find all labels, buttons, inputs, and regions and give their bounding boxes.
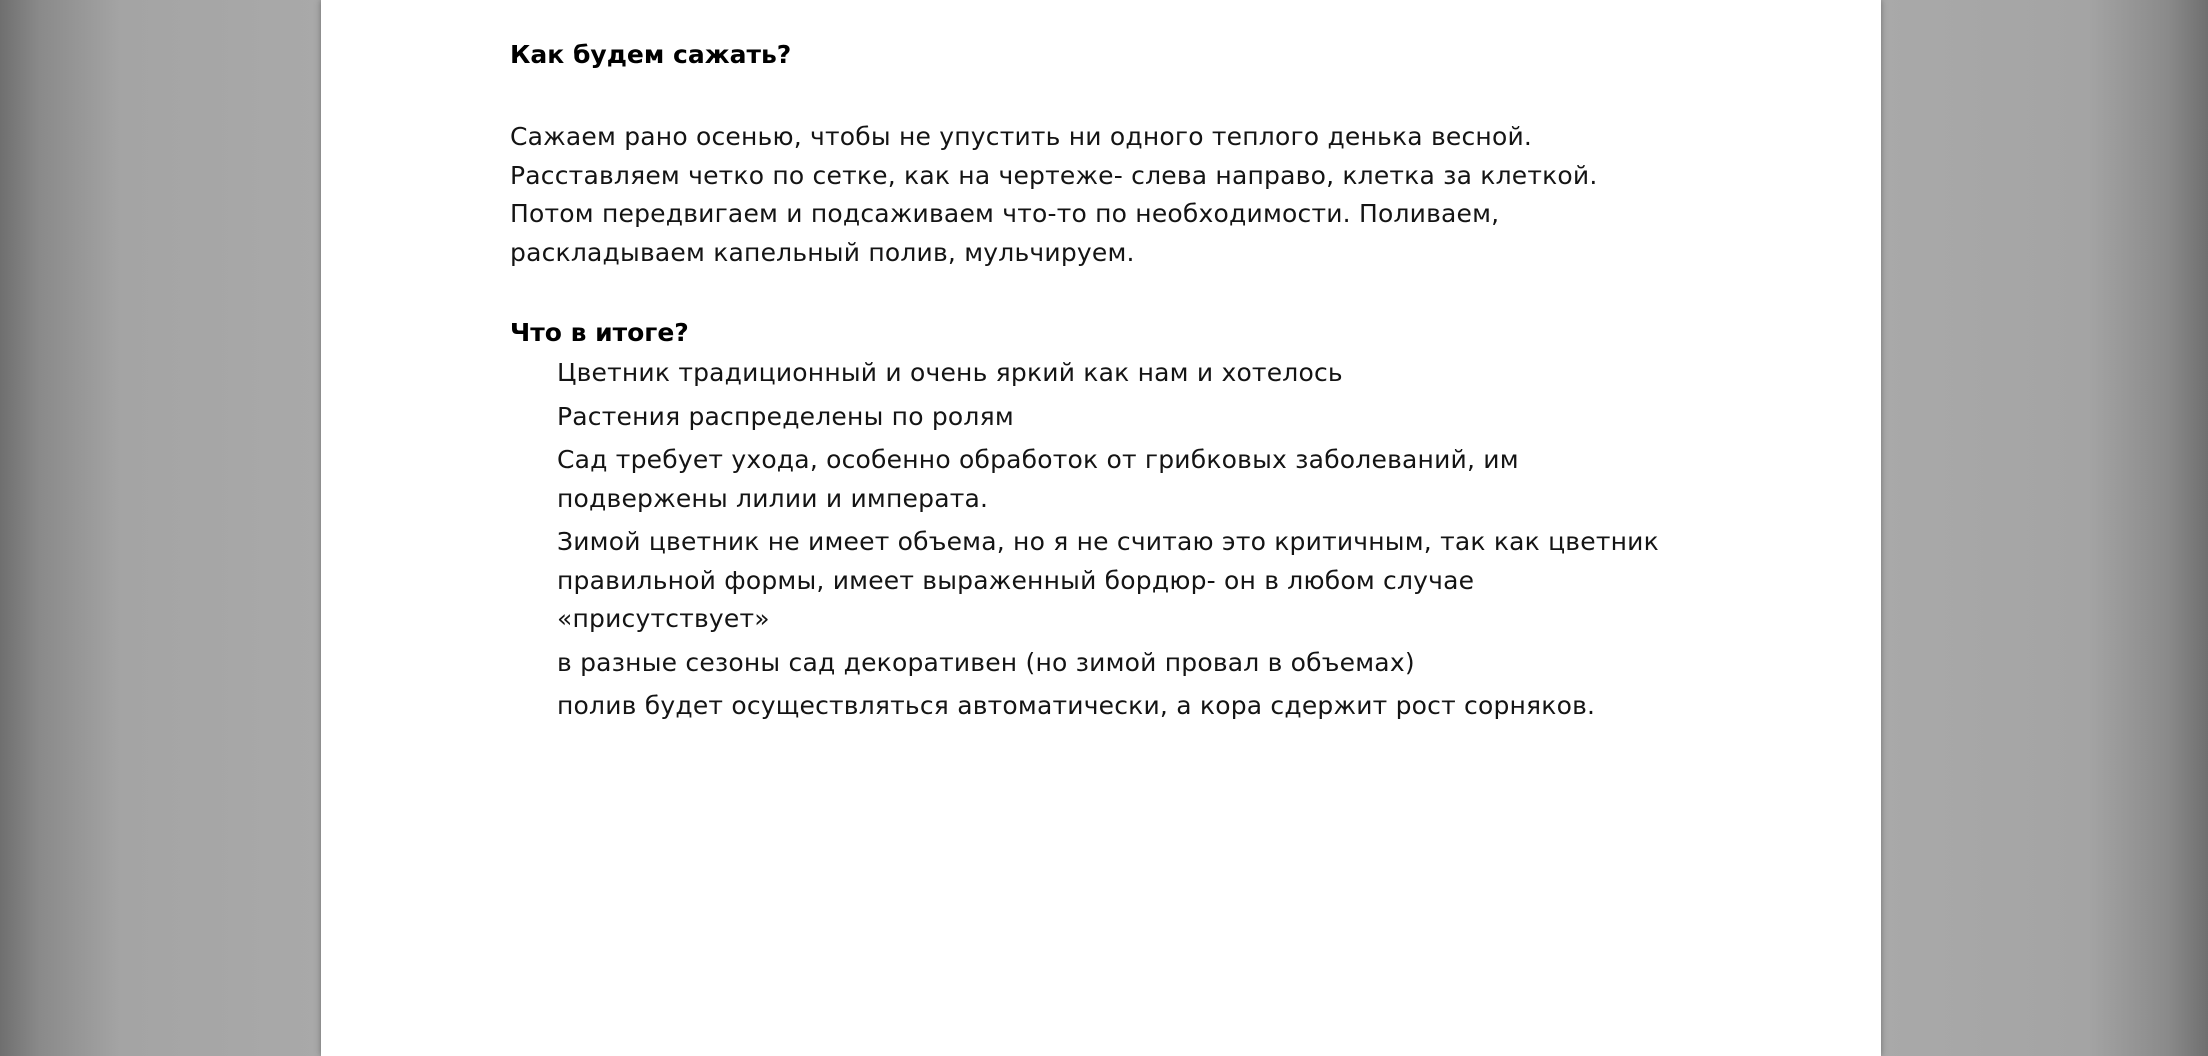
section-heading-result: Что в итоге? bbox=[510, 318, 689, 347]
viewer-background-right bbox=[1881, 0, 2208, 1056]
page-content bbox=[510, 36, 1710, 731]
planting-paragraph bbox=[510, 118, 1710, 272]
list-item bbox=[557, 354, 1710, 393]
list-item-line: Сад требует ухода, особенно обработок от грибковых заболеваний, им bbox=[557, 445, 1519, 474]
list-item-line: подвержены лилии и императа. bbox=[557, 483, 989, 513]
list-item-line: полив будет осуществляться автоматически, а кора сдержит рост сорняков. bbox=[557, 691, 1596, 720]
list-item bbox=[557, 644, 1710, 683]
list-item-line: в разные сезоны сад декоративен (но зимой провал в объемах) bbox=[557, 647, 1415, 677]
result-list bbox=[510, 354, 1710, 726]
section-heading-planting: Как будем сажать? bbox=[510, 40, 792, 69]
list-item bbox=[557, 523, 1710, 639]
paragraph-line: раскладываем капельный полив, мульчируем. bbox=[510, 237, 1135, 267]
list-item-line: Растения распределены по ролям bbox=[557, 401, 1014, 431]
paragraph-line: Потом передвигаем и подсаживаем что-то по необходимости. Поливаем, bbox=[510, 199, 1500, 228]
paragraph-line: Сажаем рано осенью, чтобы не упустить ни одного теплого денька весной. bbox=[510, 122, 1533, 151]
list-item-line: Цветник традиционный и очень яркий как нам и хотелось bbox=[557, 358, 1343, 387]
paragraph-line: Расставляем четко по сетке, как на чертеже- слева направо, клетка за клеткой. bbox=[510, 160, 1598, 190]
list-item bbox=[557, 687, 1710, 726]
document-page bbox=[321, 0, 1881, 1056]
list-item-line: «присутствует» bbox=[557, 604, 770, 633]
list-item-line: Зимой цветник не имеет объема, но я не считаю это критичным, так как цветник bbox=[557, 527, 1659, 556]
list-item bbox=[557, 398, 1710, 437]
list-item bbox=[557, 441, 1710, 518]
list-item-line: правильной формы, имеет выраженный бордюр- он в любом случае bbox=[557, 565, 1475, 595]
